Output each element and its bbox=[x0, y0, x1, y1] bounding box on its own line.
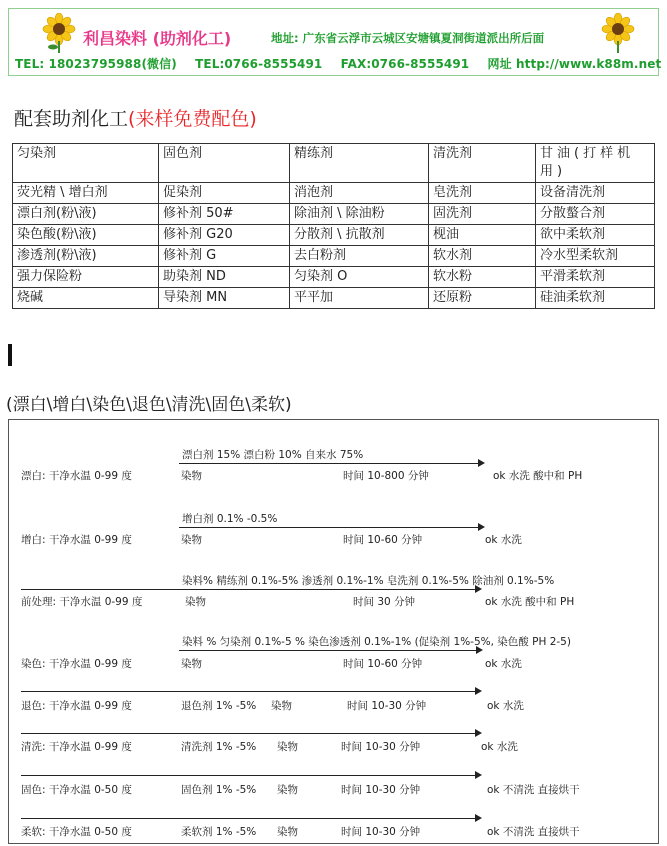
strip-agent: 退色剂 1% -5% bbox=[181, 700, 257, 712]
company-address: 地址: 广东省云浮市云城区安塘镇夏洞街道派出所后面 bbox=[271, 31, 545, 45]
soft-time: 时间 10-30 分钟 bbox=[341, 826, 421, 838]
bleach-result: ok 水洗 酸中和 PH bbox=[493, 470, 583, 482]
whiten-arrow bbox=[179, 527, 479, 528]
strip-item: 染物 bbox=[271, 700, 292, 712]
strip-time: 时间 10-30 分钟 bbox=[347, 700, 427, 712]
sunflower-icon bbox=[598, 13, 638, 53]
process-title: (漂白\增白\染色\退色\清洗\固色\柔软) bbox=[6, 395, 292, 415]
dye-label: 染色: 干净水温 0-99 度 bbox=[21, 658, 132, 670]
free-color-match-note: (来样免费配色) bbox=[128, 108, 257, 130]
clean-item: 染物 bbox=[277, 741, 298, 753]
bleach-formula: 漂白剂 15% 漂白粉 10% 自来水 75% bbox=[182, 449, 364, 461]
strip-label: 退色: 干净水温 0-99 度 bbox=[21, 700, 132, 712]
pretreat-arrow bbox=[21, 589, 476, 590]
clean-agent: 清洗剂 1% -5% bbox=[181, 741, 257, 753]
strip-arrow bbox=[21, 691, 476, 692]
clean-result: ok 水洗 bbox=[481, 741, 518, 753]
auxiliaries-table bbox=[12, 143, 655, 309]
table-row: 强力保险粉 助染剂 ND 匀染剂 O 软水粉 平滑柔软剂 bbox=[13, 267, 655, 288]
table-row: 匀染剂 固色剂 精练剂 清洗剂 甘油(打样机用) bbox=[13, 144, 655, 183]
whiten-time: 时间 10-60 分钟 bbox=[343, 534, 423, 546]
fix-item: 染物 bbox=[277, 784, 298, 796]
fax-number: FAX:0766-8555491 bbox=[340, 57, 470, 71]
fix-result: ok 不清洗 直接烘干 bbox=[487, 784, 580, 796]
table-row: 烧碱 导染剂 MN 平平加 还原粉 硅油柔软剂 bbox=[13, 288, 655, 309]
sunflower-icon bbox=[39, 13, 79, 53]
process-diagram bbox=[8, 419, 659, 844]
dye-formula: 染料 % 匀染剂 0.1%-5 % 染色渗透剂 0.1%-1% (促染剂 1%-5%, 染色酸 PH 2-5) bbox=[182, 636, 571, 648]
table-row: 染色酸(粉\液) 修补剂 G20 分散剂 \ 抗散剂 枧油 欲中柔软剂 bbox=[13, 225, 655, 246]
clean-arrow bbox=[21, 733, 476, 734]
dye-time: 时间 10-60 分钟 bbox=[343, 658, 423, 670]
pretreat-label: 前处理: 干净水温 0-99 度 bbox=[21, 596, 143, 608]
table-row: 渗透剂(粉\液) 修补剂 G 去白粉剂 软水剂 冷水型柔软剂 bbox=[13, 246, 655, 267]
pretreat-formula: 染料% 精练剂 0.1%-5% 渗透剂 0.1%-1% 皂洗剂 0.1%-5% 除油剂 0.1%-5% bbox=[182, 575, 555, 587]
bleach-arrow bbox=[179, 463, 479, 464]
soft-item: 染物 bbox=[277, 826, 298, 838]
clean-label: 清洗: 干净水温 0-99 度 bbox=[21, 741, 132, 753]
soft-result: ok 不清洗 直接烘干 bbox=[487, 826, 580, 838]
soft-label: 柔软: 干净水温 0-50 度 bbox=[21, 826, 132, 838]
contact-line bbox=[15, 55, 667, 72]
clean-time: 时间 10-30 分钟 bbox=[341, 741, 421, 753]
whiten-result: ok 水洗 bbox=[485, 534, 522, 546]
fix-label: 固色: 干净水温 0-50 度 bbox=[21, 784, 132, 796]
whiten-item: 染物 bbox=[181, 534, 202, 546]
section-divider-mark bbox=[8, 344, 12, 366]
fix-arrow bbox=[21, 775, 476, 776]
pretreat-time: 时间 30 分钟 bbox=[353, 596, 416, 608]
company-name: 利昌染料 (助剂化工) bbox=[83, 29, 232, 48]
bleach-item: 染物 bbox=[181, 470, 202, 482]
dye-result: ok 水洗 bbox=[485, 658, 522, 670]
table-row: 荧光精 \ 增白剂 促染剂 消泡剂 皂洗剂 设备清洗剂 bbox=[13, 183, 655, 204]
section-title: 配套助剂化工(来样免费配色) bbox=[14, 108, 257, 130]
fix-agent: 固色剂 1% -5% bbox=[181, 784, 257, 796]
whiten-formula: 增白剂 0.1% -0.5% bbox=[182, 513, 278, 525]
dye-item: 染物 bbox=[181, 658, 202, 670]
bleach-label: 漂白: 干净水温 0-99 度 bbox=[21, 470, 132, 482]
strip-result: ok 水洗 bbox=[487, 700, 524, 712]
soft-agent: 柔软剂 1% -5% bbox=[181, 826, 257, 838]
pretreat-item: 染物 bbox=[185, 596, 206, 608]
pretreat-result: ok 水洗 酸中和 PH bbox=[485, 596, 575, 608]
whiten-label: 增白: 干净水温 0-99 度 bbox=[21, 534, 132, 546]
soft-arrow bbox=[21, 818, 476, 819]
table-row: 漂白剂(粉\液) 修补剂 50# 除油剂 \ 除油粉 固洗剂 分散螯合剂 bbox=[13, 204, 655, 225]
bleach-time: 时间 10-800 分钟 bbox=[343, 470, 429, 482]
fix-time: 时间 10-30 分钟 bbox=[341, 784, 421, 796]
tel-office: TEL:0766-8555491 bbox=[195, 57, 323, 71]
dye-arrow bbox=[179, 650, 477, 651]
header-banner bbox=[8, 8, 662, 76]
tel-mobile: TEL: 18023795988(微信) bbox=[15, 57, 177, 71]
website-link[interactable]: 网址 http://www.k88m.net bbox=[487, 57, 662, 71]
